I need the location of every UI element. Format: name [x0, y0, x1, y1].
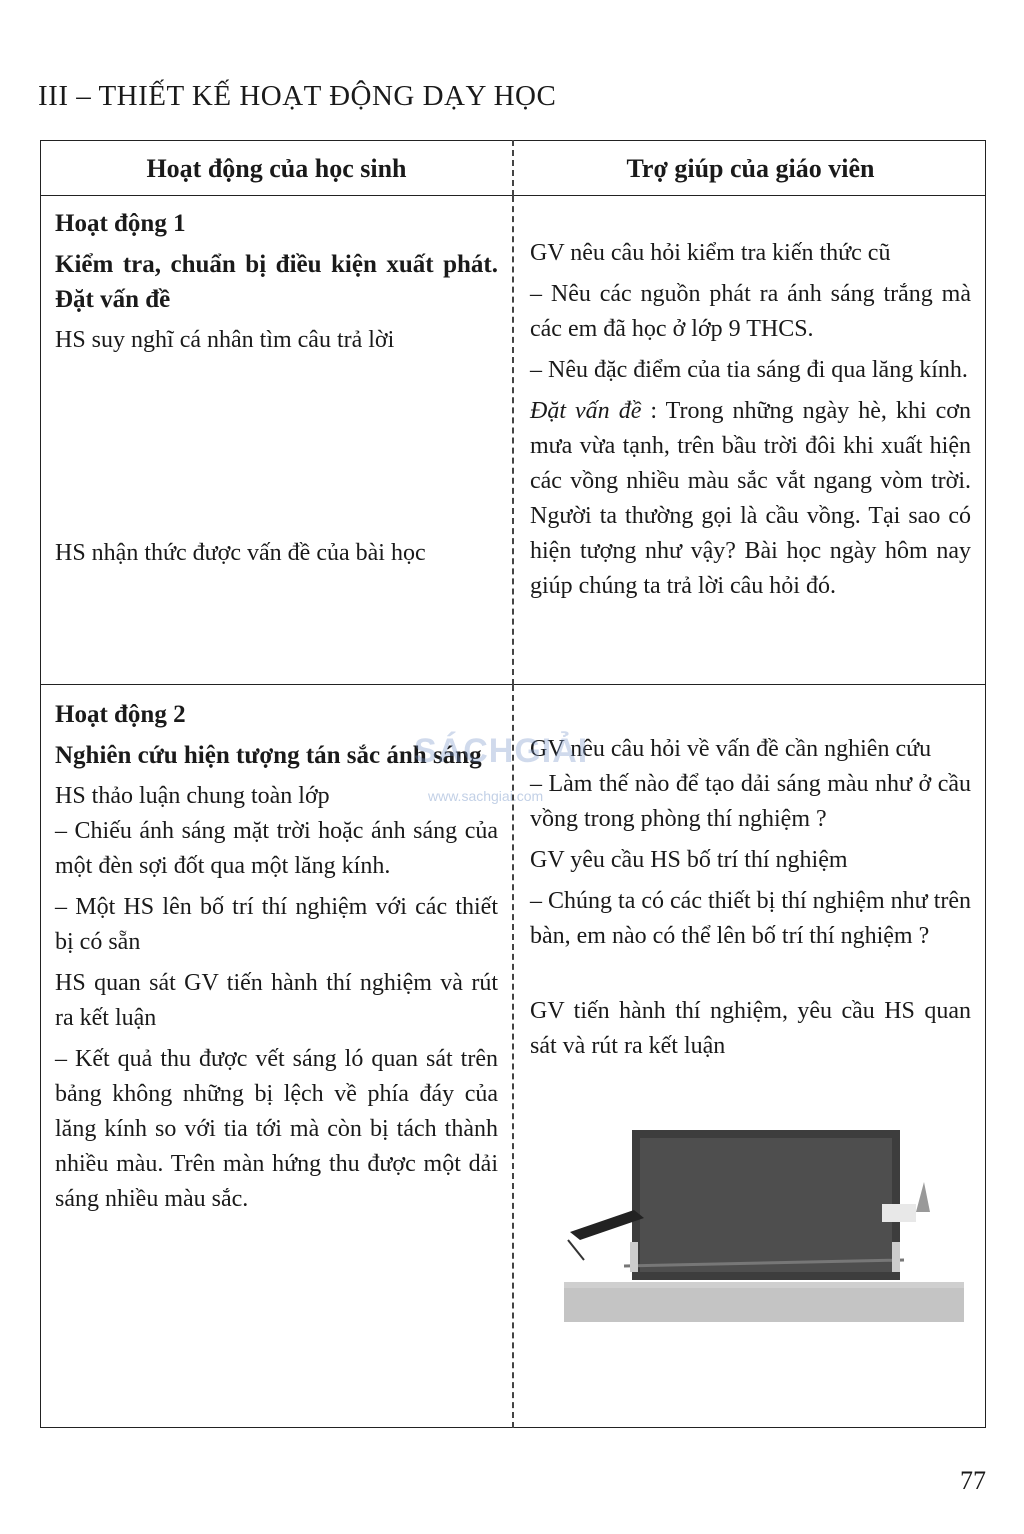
activity-2-teacher-text-4: – Chúng ta có các thiết bị thí nghiệm như trên bàn, em nào có thể lên bố trí thí nghiệm ? — [530, 888, 971, 949]
activity-2-teacher-text-5: GV tiến hành thí nghiệm, yêu cầu HS quan sát và rút ra kết luận — [530, 998, 971, 1059]
activity-1-student-text-1: HS suy nghĩ cá nhân tìm câu trả lời — [55, 327, 395, 353]
activity-2-student-text-1: HS thảo luận chung toàn lớp — [55, 783, 330, 809]
problem-text: : Trong những ngày hè, khi cơn mưa vừa tạnh, trên bầu trời đôi khi xuất hiện các vồng nhiều màu sắc vắt ngang vòm trời. Người ta thường gọi là cầu vồng. Tại sao có hiện tượng như vậy? Bài học ngày hôm nay giúp chúng ta trả lời câu hỏi đó. — [530, 398, 971, 599]
experiment-photo-drawing — [564, 1122, 964, 1322]
activity-2-teacher-text-3: GV yêu cầu HS bố trí thí nghiệm — [530, 847, 848, 873]
activity-1-subtitle: Kiểm tra, chuẩn bị điều kiện xuất phát. Đặt vấn đề — [55, 251, 498, 313]
activity-1-teacher-text-2: – Nêu các nguồn phát ra ánh sáng trắng mà các em đã học ở lớp 9 THCS. — [530, 281, 971, 342]
activity-2-student-text-5: – Kết quả thu được vết sáng ló quan sát trên bảng không những bị lệch về phía đáy của lăng kính so với tia tới mà còn bị tách thành nhiều màu. Trên màn hứng thu được một dải sáng nhiều màu sắc. — [55, 1046, 498, 1212]
watermark-brand: SÁCHGIẢI — [414, 732, 589, 770]
activity-1-teacher-text-4 — [530, 394, 971, 604]
activity-1-teacher-cell — [513, 196, 986, 685]
col-header-teacher: Trợ giúp của giáo viên — [513, 141, 986, 196]
activity-table — [40, 140, 986, 1428]
activity-1-teacher-text-1: GV nêu câu hỏi kiểm tra kiến thức cũ — [530, 240, 891, 266]
activity-2-row — [41, 685, 986, 1428]
page-number: 77 — [960, 1466, 986, 1495]
activity-2-student-text-4: HS quan sát GV tiến hành thí nghiệm và rút ra kết luận — [55, 970, 498, 1031]
activity-2-teacher-cell — [513, 685, 986, 1428]
activity-2-teacher-text-2: – Làm thế nào để tạo dải sáng màu như ở cầu vồng trong phòng thí nghiệm ? — [530, 771, 971, 832]
activity-2-student-cell — [41, 685, 514, 1428]
section-title: III – THIẾT KẾ HOẠT ĐỘNG DẠY HỌC — [38, 80, 557, 112]
experiment-photo — [564, 1122, 964, 1322]
activity-2-student-text-2: – Chiếu ánh sáng mặt trời hoặc ánh sáng của một đèn sợi đốt qua một lăng kính. — [55, 818, 498, 879]
activity-2-title: Hoạt động 2 — [55, 701, 186, 728]
activity-1-title: Hoạt động 1 — [55, 210, 186, 237]
activity-1-student-cell — [41, 196, 514, 685]
col-header-student: Hoạt động của học sinh — [41, 141, 514, 196]
table-header-row — [41, 141, 986, 196]
problem-label: Đặt vấn đề — [530, 398, 642, 424]
activity-1-student-text-2: HS nhận thức được vấn đề của bài học — [55, 540, 426, 566]
activity-1-teacher-text-3: – Nêu đặc điểm của tia sáng đi qua lăng kính. — [530, 357, 968, 383]
activity-2-teacher-text-1: GV nêu câu hỏi về vấn đề cần nghiên cứu — [530, 736, 932, 762]
watermark-url: www.sachgiai.com — [428, 788, 544, 804]
activity-1-row — [41, 196, 986, 685]
activity-2-subtitle: Nghiên cứu hiện tượng tán sắc ánh sáng — [55, 742, 482, 769]
activity-2-student-text-3: – Một HS lên bố trí thí nghiệm với các thiết bị có sẵn — [55, 894, 498, 955]
